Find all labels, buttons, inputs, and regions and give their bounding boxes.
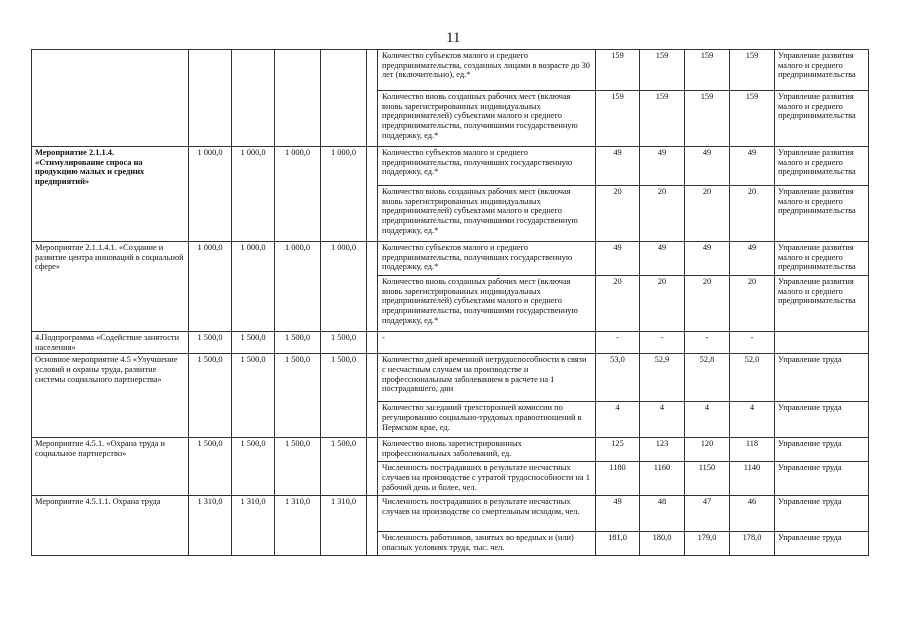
value-cell: 49 [596, 242, 640, 276]
value-cell: 47 [685, 496, 730, 532]
indicator-cell: - [378, 332, 596, 354]
responsible-cell: Управление развития малого и среднего предпринимательства [775, 242, 869, 276]
indicator-cell: Численность пострадавших в результате несчастных случаев на производстве со смертельным исходом, чел. [378, 496, 596, 532]
value-cell: 181,0 [596, 532, 640, 556]
indicator-cell: Количество субъектов малого и среднего предпринимательства, получивших государственную поддержку, ед.* [378, 242, 596, 276]
value-cell: - [640, 332, 685, 354]
value-cell: 20 [596, 186, 640, 242]
amount-cell: 1 000,0 [189, 147, 232, 242]
indicator-cell: Количество субъектов малого и среднего предпринимательства, созданных лицами в возрасте до 30 лет (включительно), ед.* [378, 50, 596, 91]
amount-cell [275, 50, 321, 147]
value-cell: 125 [596, 438, 640, 462]
table-row [32, 147, 869, 186]
value-cell: 159 [640, 91, 685, 147]
value-cell: 49 [640, 147, 685, 186]
responsible-cell: Управление развития малого и среднего предпринимательства [775, 147, 869, 186]
value-cell: 4 [685, 402, 730, 438]
amount-cell: 1 000,0 [321, 242, 367, 332]
responsible-cell: Управление труда [775, 438, 869, 462]
value-cell: 52,9 [640, 354, 685, 402]
indicator-cell: Количество субъектов малого и среднего предпринимательства, получивших государственную поддержку, ед.* [378, 147, 596, 186]
amount-cell: 1 310,0 [232, 496, 275, 556]
program-table [31, 49, 869, 556]
value-cell: 49 [730, 147, 775, 186]
amount-cell: 1 500,0 [275, 332, 321, 354]
value-cell: 49 [596, 496, 640, 532]
value-cell: 1180 [596, 462, 640, 496]
value-cell: 159 [730, 91, 775, 147]
responsible-cell [775, 332, 869, 354]
value-cell: 178,0 [730, 532, 775, 556]
responsible-cell: Управление труда [775, 496, 869, 532]
value-cell: 1140 [730, 462, 775, 496]
amount-cell: 1 310,0 [189, 496, 232, 556]
amount-cell: 1 500,0 [189, 354, 232, 438]
measure-name: 4.Подпрограмма «Содействие занятости населения» [32, 332, 189, 354]
value-cell: 159 [730, 50, 775, 91]
amount-cell: 1 500,0 [321, 332, 367, 354]
responsible-cell: Управление развития малого и среднего предпринимательства [775, 91, 869, 147]
amount-cell: 1 500,0 [321, 354, 367, 438]
responsible-cell: Управление труда [775, 462, 869, 496]
spacer-cell [367, 332, 378, 354]
value-cell: 179,0 [685, 532, 730, 556]
value-cell: - [685, 332, 730, 354]
amount-cell: 1 310,0 [321, 496, 367, 556]
indicator-cell: Количество вновь зарегистрированных профессиональных заболеваний, ед. [378, 438, 596, 462]
value-cell: 49 [730, 242, 775, 276]
value-cell: 180,0 [640, 532, 685, 556]
spacer-cell [367, 50, 378, 147]
value-cell: 4 [730, 402, 775, 438]
amount-cell: 1 000,0 [189, 242, 232, 332]
amount-cell [232, 50, 275, 147]
amount-cell: 1 500,0 [275, 354, 321, 438]
value-cell: - [596, 332, 640, 354]
spacer-cell [367, 438, 378, 496]
responsible-cell: Управление развития малого и среднего предпринимательства [775, 276, 869, 332]
value-cell: 49 [596, 147, 640, 186]
value-cell: 120 [685, 438, 730, 462]
spacer-cell [367, 354, 378, 438]
table-row [32, 354, 869, 402]
value-cell: 159 [640, 50, 685, 91]
value-cell: 20 [730, 186, 775, 242]
amount-cell: 1 310,0 [275, 496, 321, 556]
spacer-cell [367, 496, 378, 556]
value-cell: 1160 [640, 462, 685, 496]
value-cell: 20 [730, 276, 775, 332]
spacer-cell [367, 147, 378, 242]
responsible-cell: Управление развития малого и среднего предпринимательства [775, 50, 869, 91]
value-cell: 52,0 [730, 354, 775, 402]
value-cell: 52,8 [685, 354, 730, 402]
measure-name: Мероприятие 4.5.1.1. Охрана труда [32, 496, 189, 556]
value-cell: 20 [685, 276, 730, 332]
value-cell: 4 [596, 402, 640, 438]
measure-name: Мероприятие 2.1.1.4. «Стимулирование спроса на продукцию малых и средних предприятий» [32, 147, 189, 242]
value-cell: 20 [596, 276, 640, 332]
value-cell: 4 [640, 402, 685, 438]
table-row [32, 332, 869, 354]
amount-cell: 1 000,0 [275, 147, 321, 242]
value-cell: 20 [685, 186, 730, 242]
value-cell: 49 [640, 242, 685, 276]
value-cell: 118 [730, 438, 775, 462]
amount-cell: 1 500,0 [321, 438, 367, 496]
value-cell: 46 [730, 496, 775, 532]
indicator-cell: Количество вновь созданных рабочих мест (включая вновь зарегистрированных индивидуальных предпринимателей) субъектами малого и среднего предпринимательства, получившими государственную поддержку, ед.* [378, 186, 596, 242]
responsible-cell: Управление развития малого и среднего предпринимательства [775, 186, 869, 242]
amount-cell: 1 500,0 [232, 438, 275, 496]
amount-cell [321, 50, 367, 147]
indicator-cell: Численность работников, занятых во вредных и (или) опасных условиях труда, тыс. чел. [378, 532, 596, 556]
table-row [32, 438, 869, 462]
table-row [32, 242, 869, 276]
amount-cell: 1 500,0 [275, 438, 321, 496]
value-cell: 1150 [685, 462, 730, 496]
indicator-cell: Количество вновь созданных рабочих мест (включая вновь зарегистрированных индивидуальных предпринимателей) субъектами малого и среднего предпринимательства, получившими государственную поддержку, ед.* [378, 276, 596, 332]
amount-cell: 1 500,0 [189, 332, 232, 354]
page-number: 11 [446, 30, 461, 46]
amount-cell: 1 000,0 [232, 147, 275, 242]
value-cell: 49 [685, 147, 730, 186]
measure-name: Основное мероприятие 4.5 «Улучшение условий и охраны труда, развитие системы социального партнерства» [32, 354, 189, 438]
amount-cell: 1 500,0 [189, 438, 232, 496]
value-cell: 159 [685, 50, 730, 91]
value-cell: 159 [596, 91, 640, 147]
table-row [32, 496, 869, 532]
spacer-cell [367, 242, 378, 332]
value-cell: - [730, 332, 775, 354]
amount-cell: 1 000,0 [232, 242, 275, 332]
amount-cell: 1 500,0 [232, 332, 275, 354]
amount-cell: 1 500,0 [232, 354, 275, 438]
value-cell: 48 [640, 496, 685, 532]
responsible-cell: Управление труда [775, 354, 869, 402]
value-cell: 20 [640, 186, 685, 242]
measure-name [32, 50, 189, 147]
indicator-cell: Количество заседаний трехсторонней комиссии по регулированию социально-трудовых правоотношений в Пермском крае, ед. [378, 402, 596, 438]
value-cell: 53,0 [596, 354, 640, 402]
indicator-cell: Количество вновь созданных рабочих мест (включая вновь зарегистрированных индивидуальных предпринимателей) субъектами малого и среднего предпринимательства, получившими государственную поддержку, ед.* [378, 91, 596, 147]
value-cell: 20 [640, 276, 685, 332]
value-cell: 49 [685, 242, 730, 276]
responsible-cell: Управление труда [775, 532, 869, 556]
value-cell: 159 [685, 91, 730, 147]
amount-cell: 1 000,0 [321, 147, 367, 242]
value-cell: 123 [640, 438, 685, 462]
amount-cell [189, 50, 232, 147]
measure-name: Мероприятие 2.1.1.4.1. «Создание и развитие центра инноваций в социальной сфере» [32, 242, 189, 332]
responsible-cell: Управление труда [775, 402, 869, 438]
indicator-cell: Количество дней временной нетрудоспособности в связи с несчастным случаем на производстве и профессиональным заболеванием в расчете на 1 пострадавшего, дни [378, 354, 596, 402]
measure-name: Мероприятие 4.5.1. «Охрана труда и социальное партнерство» [32, 438, 189, 496]
amount-cell: 1 000,0 [275, 242, 321, 332]
table-row [32, 50, 869, 91]
value-cell: 159 [596, 50, 640, 91]
indicator-cell: Численность пострадавших в результате несчастных случаев на производстве с утратой трудоспособности на 1 рабочий день и более, чел. [378, 462, 596, 496]
